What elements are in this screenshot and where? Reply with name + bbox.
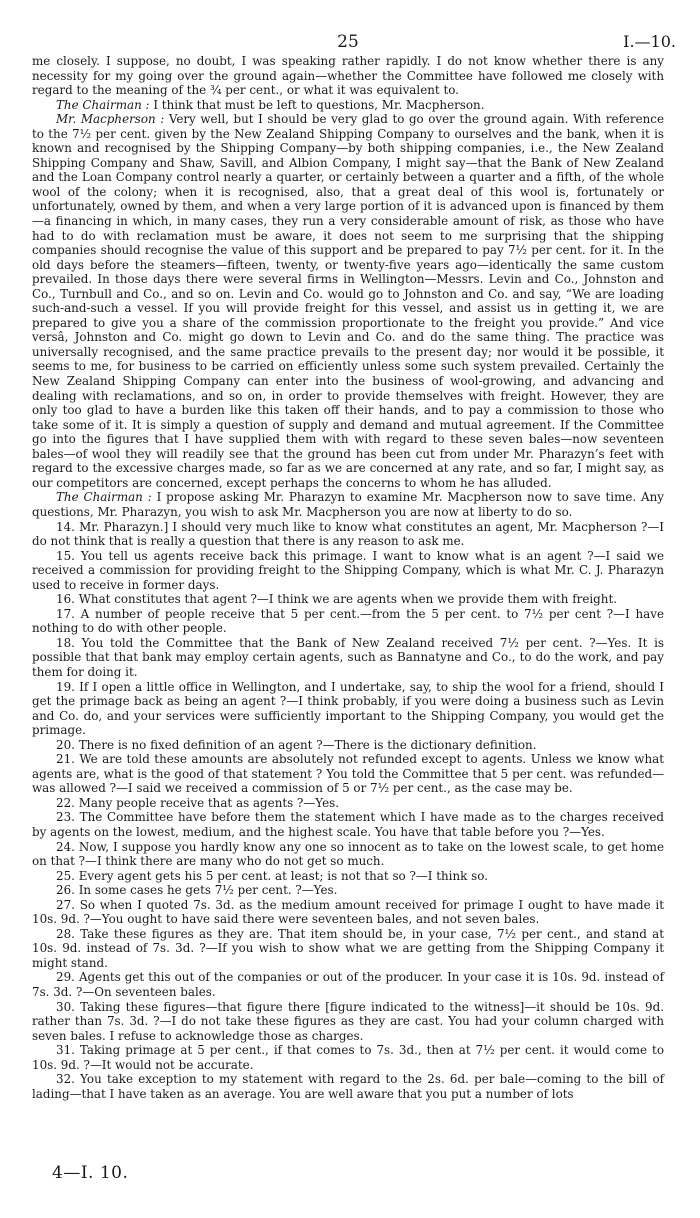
paragraph-text: I propose asking Mr. Pharazyn to examine Mr. Macpherson now to save time. Any questions, Mr. Pharazyn, you wish to ask Mr. Macpherson you are now at liberty to do so. (32, 490, 664, 519)
paragraph-text: 25. Every agent gets his 5 per cent. at least; is not that so ?—I think so. (56, 868, 488, 883)
paragraph-text: 17. A number of people receive that 5 per cent.—from the 5 per cent. to 7½ per cent ?—I have nothing to do with other people. (32, 606, 664, 636)
paragraph-text: 30. Taking these figures—that figure there [figure indicated to the witness]—it should be 10s. 9d. rather than 7s. 3d. ?—I do not take these figures as they are cast. You had your column charged with seven bales. I refuse to acknowledge those as charges. (32, 999, 664, 1043)
page-header (32, 24, 676, 54)
speaker-name: The Chairman : (56, 490, 152, 505)
paragraph (32, 840, 664, 869)
paragraph (32, 520, 664, 549)
paragraph-text: 14. Mr. Pharazyn.] I should very much like to know what constitutes an agent, Mr. Macpherson ?—I do not think that is really a question that there is any reason to ask me. (32, 519, 664, 549)
paragraph-text: 24. Now, I suppose you hardly know any one so innocent as to take on the lowest scale, to get home on that ?—I think there are many who do not get so much. (32, 839, 664, 869)
paragraph-text: Very well, but I should be very glad to go over the ground again. With reference to the 7½ per cent. given by the New Zealand Shipping Company to ourselves and the bank, when it is known and recognised by the Shipping Company—by both shipping companies, i.e., the New Zealand Shipping Company and Shaw, Savill, and Albion Company, I might say—that the Bank of New Zealand and the Loan Company control nearly a quarter, or certainly between a quarter and a fifth, of the whole wool of the colony; when it is recognised, also, that a great deal of this wool is, fortunately or unfortunately, owned by them, and when a very large portion of it is advanced upon is financed by them—a financing in which, in many cases, they run a very considerable amount of risk, as those who have had to do with reclamation must be aware, it does not seem to me surprising that the shipping companies should recognise the value of this support and be prepared to pay 7½ per cent. for it. In the old days before the steamers—fifteen, twenty, or twenty-five years ago—identically the same custom prevailed. In those days there were several firms in Wellington—Messrs. Levin and Co., Johnston and Co., Turnbull and Co., and so on. Levin and Co. would go to Johnston and Co. and say, “We are loading such-and-such a vessel. If you will provide freight for this vessel, and assist us in getting it, we are prepared to give you a share of the commission proportionate to the freight you provide.” And vice versâ, Johnston and Co. might go down to Levin and Co. and do the same thing. The practice was universally recognised, and the same practice prevails to the present day; nor would it be possible, it seems to me, for business to be carried on efficiently unless some such system prevailed. Certainly the New Zealand Shipping Company can enter into the business of wool-growing, and advancing and dealing with reclamations, and so on, in order to provide themselves with freight. However, they are only too glad to have a burden like this taken off their hands, and to pay a commission to those who take some of it. It is simply a question of supply and demand and mutual agreement. If the Committee go into the figures that I have supplied them with with regard to these seven bales—now seventeen bales—of wool they will readily see that the ground has been cut from under Mr. Pharazyn’s feet with regard to the excessive charges made, so far as we are concerned at any rate, and so far, I might say, as our competitors are concerned, except perhaps the concerns to whom he has alluded. (32, 112, 664, 490)
paragraph-text: 19. If I open a little office in Wellington, and I undertake, say, to ship the wool for a friend, should I get the primage back as being an agent ?—I think probably, if you were doing a business such as Levin and Co. do, and your services were sufficiently important to the Shipping Company, you would get the primage. (32, 679, 664, 738)
paragraph-text: 31. Taking primage at 5 per cent., if that comes to 7s. 3d., then at 7½ per cent. it would come to 10s. 9d. ?—It would not be accurate. (32, 1043, 664, 1072)
paragraph-text: 26. In some cases he gets 7½ per cent. ?—Yes. (56, 883, 338, 898)
paragraph-text: 29. Agents get this out of the companies or out of the producer. In your case it is 10s. 9d. instead of 7s. 3d. ?—On seventeen bales. (32, 970, 664, 999)
paragraph-text: 21. We are told these amounts are absolutely not refunded except to agents. Unless we know what agents are, what is the good of that statement ? You told the Committee that 5 per cent. was refunded—was allowed ?—I said we received a commission of 5 or 7½ per cent., as the case may be. (32, 752, 664, 796)
paragraph (32, 752, 664, 796)
paragraph-text: I think that must be left to questions, Mr. Macpherson. (149, 97, 485, 112)
speaker-name: Mr. Macpherson : (56, 112, 165, 127)
paragraph (32, 927, 664, 971)
document-reference: I.—10. (623, 32, 676, 51)
paragraph-text: 16. What constitutes that agent ?—I think we are agents when we provide them with freight. (56, 592, 617, 607)
body-text (32, 54, 664, 1101)
paragraph (32, 970, 664, 999)
paragraph-text: 22. Many people receive that as agents ?—Yes. (56, 795, 340, 810)
paragraph-text: me closely. I suppose, no doubt, I was speaking rather rapidly. I do not know whether there is any necessity for my going over the ground again—whether the Committee have followed me closely with regard to the meaning of the ¾ per cent., or what it was equivalent to. (32, 54, 664, 98)
paragraph-text: 18. You told the Committee that the Bank of New Zealand received 7½ per cent. ?—Yes. It is possible that that bank may employ certain agents, such as Bannatyne and Co., to do the work, and pay them for doing it. (32, 635, 664, 679)
page-number: 25 (337, 32, 359, 52)
paragraph (32, 869, 664, 884)
paragraph (32, 549, 664, 593)
paragraph (32, 490, 664, 519)
paragraph (32, 1072, 664, 1101)
paragraph (32, 810, 664, 839)
paragraph-text: 20. There is no fixed definition of an agent ?—There is the dictionary definition. (56, 737, 537, 752)
paragraph-text: 32. You take exception to my statement with regard to the 2s. 6d. per bale—coming to the bill of lading—that I have taken as an average. You are well aware that you put a number of lots (32, 1072, 664, 1101)
paragraph (32, 636, 664, 680)
document-page (32, 24, 676, 1101)
paragraph (32, 98, 664, 113)
speaker-name: The Chairman : (56, 97, 150, 112)
paragraph (32, 898, 664, 927)
paragraph (32, 1043, 664, 1072)
paragraph (32, 592, 664, 607)
paragraph (32, 112, 664, 490)
paragraph (32, 680, 664, 738)
paragraph (32, 1000, 664, 1044)
paragraph (32, 54, 664, 98)
paragraph-text: 23. The Committee have before them the statement which I have made as to the charges received by agents on the lowest, medium, and the highest scale. You have that table before you ?—Yes. (32, 810, 664, 839)
printer-signature: 4—I. 10. (52, 1163, 129, 1183)
paragraph (32, 738, 664, 753)
paragraph (32, 796, 664, 811)
paragraph-text: 27. So when I quoted 7s. 3d. as the medium amount received for primage I ought to have made it 10s. 9d. ?—You ought to have said there were seventeen bales, and not seven bales. (32, 897, 664, 927)
paragraph-text: 15. You tell us agents receive back this primage. I want to know what is an agent ?—I said we received a commission for providing freight to the Shipping Company, which is what Mr. C. J. Pharazyn used to receive in former days. (32, 548, 664, 592)
paragraph (32, 607, 664, 636)
paragraph-text: 28. Take these figures as they are. That item should be, in your case, 7½ per cent., and stand at 10s. 9d. instead of 7s. 3d. ?—If you wish to show what we are getting from the Shipping Company it might stand. (32, 926, 664, 970)
paragraph (32, 883, 664, 898)
